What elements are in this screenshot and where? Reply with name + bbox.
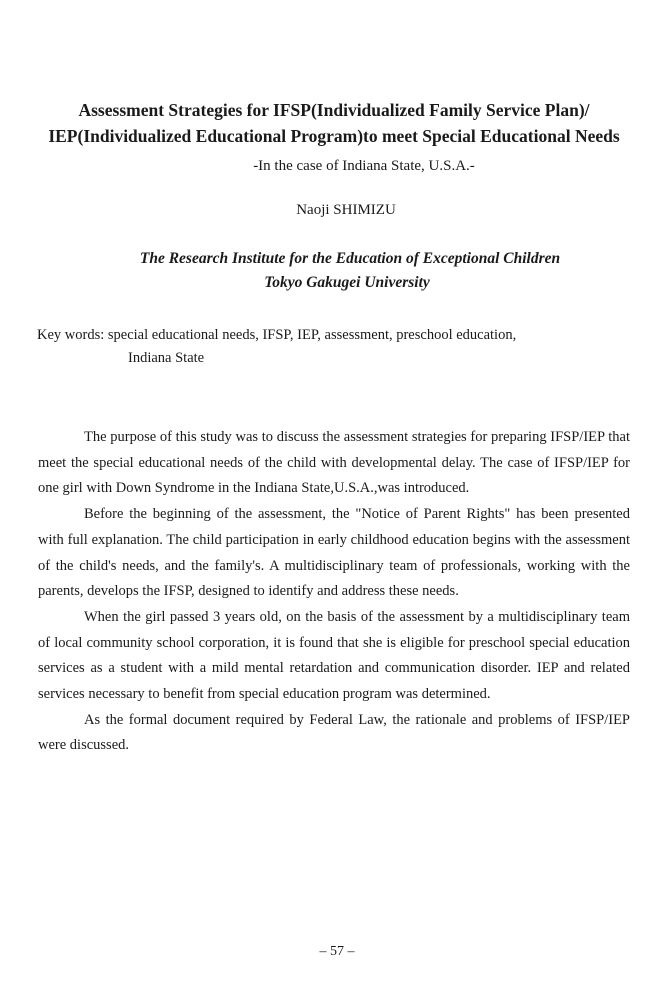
- affiliation-line-1: The Research Institute for the Education of Exceptional Children: [139, 250, 561, 267]
- author-name: Naoji SHIMIZU: [296, 202, 396, 218]
- title-line-1: Assessment Strategies for IFSP(Individualized Family Service Plan)/: [78, 100, 590, 120]
- abstract-paragraph: When the girl passed 3 years old, on the basis of the assessment by a multidisciplinary team of local community school corporation, it is found that she is eligible for preschool special education services as a student with a mild mental retardation and communication disorder. IEP and related services necessary to benefit from special education program was determined.: [38, 608, 630, 703]
- paper-subtitle: -In the case of Indiana State, U.S.A.-: [253, 158, 475, 174]
- abstract-paragraph: As the formal document required by Federal Law, the rationale and problems of IFSP/IEP were discussed.: [38, 711, 630, 754]
- keywords-line-1: Key words: special educational needs, IFSP, IEP, assessment, preschool education,: [37, 327, 517, 343]
- abstract-paragraph: Before the beginning of the assessment, the "Notice of Parent Rights" has been presented with full explanation. The child participation in early childhood education begins with the assessment of the child's needs, and the family's. A multidisciplinary team of professionals, working with the parents, develops the IFSP, designed to identify and address these needs.: [38, 506, 630, 600]
- keywords: [37, 324, 637, 370]
- title-line-2: IEP(Individualized Educational Program)to meet Special Educational Needs: [48, 126, 620, 146]
- affiliation: [0, 247, 668, 295]
- paper-title: [0, 97, 668, 149]
- abstract-paragraph: The purpose of this study was to discuss the assessment strategies for preparing IFSP/IEP that meet the special educational needs of the child with developmental delay. The case of IFSP/IEP for one girl with Down Syndrome in the Indiana State,U.S.A.,was introduced.: [38, 429, 630, 497]
- keywords-line-2: Indiana State: [128, 350, 205, 366]
- affiliation-line-2: Tokyo Gakugei University: [264, 274, 430, 291]
- abstract-body: [38, 425, 630, 759]
- page-number: – 57 –: [319, 944, 355, 959]
